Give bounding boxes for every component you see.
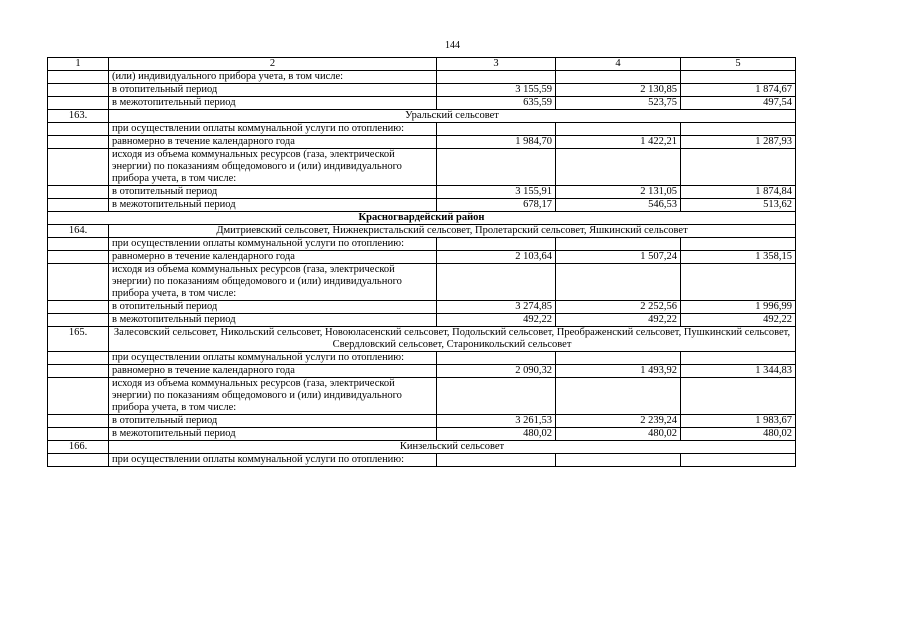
- value-cell: [681, 454, 796, 467]
- row-label: равномерно в течение календарного года: [109, 136, 437, 149]
- row-label: исходя из объема коммунальных ресурсов (газа, электрической энергии) по показаниям общедомового и (или) индивидуального прибора учета, в том числе:: [109, 149, 437, 186]
- value-cell: 1 983,67: [681, 415, 796, 428]
- table-row-text: [48, 378, 796, 415]
- table-row-values: [48, 186, 796, 199]
- table-row-place: [48, 441, 796, 454]
- row-label: исходя из объема коммунальных ресурсов (газа, электрической энергии) по показаниям общедомового и (или) индивидуального прибора учета, в том числе:: [109, 378, 437, 415]
- value-cell: 1 874,67: [681, 84, 796, 97]
- value-cell: 2 239,24: [556, 415, 681, 428]
- settlement-name: Кинзельский сельсовет: [109, 441, 796, 454]
- value-cell: 1 874,84: [681, 186, 796, 199]
- table-row-values: [48, 415, 796, 428]
- number-cell: [48, 251, 109, 264]
- district-heading: Красногвардейский район: [48, 212, 796, 225]
- number-cell: [48, 428, 109, 441]
- value-cell: [681, 149, 796, 186]
- tariff-table: [47, 57, 796, 467]
- row-label: в межотопительный период: [109, 428, 437, 441]
- value-cell: 523,75: [556, 97, 681, 110]
- value-cell: 1 984,70: [437, 136, 556, 149]
- row-label: равномерно в течение календарного года: [109, 251, 437, 264]
- number-cell: [48, 71, 109, 84]
- row-label: в межотопительный период: [109, 199, 437, 212]
- item-number: 163.: [48, 110, 109, 123]
- number-cell: [48, 415, 109, 428]
- settlement-name: Уральский сельсовет: [109, 110, 796, 123]
- number-cell: [48, 365, 109, 378]
- number-cell: [48, 136, 109, 149]
- value-cell: 3 155,91: [437, 186, 556, 199]
- value-cell: [556, 264, 681, 301]
- number-cell: [48, 199, 109, 212]
- value-cell: 1 422,21: [556, 136, 681, 149]
- value-cell: 3 155,59: [437, 84, 556, 97]
- row-label: при осуществлении оплаты коммунальной услуги по отоплению:: [109, 238, 437, 251]
- value-cell: 1 996,99: [681, 301, 796, 314]
- table-row-place: [48, 110, 796, 123]
- value-cell: 3 261,53: [437, 415, 556, 428]
- value-cell: [437, 123, 556, 136]
- value-cell: [556, 352, 681, 365]
- table-row-place: [48, 327, 796, 352]
- row-label: в отопительный период: [109, 84, 437, 97]
- value-cell: [681, 264, 796, 301]
- value-cell: 2 090,32: [437, 365, 556, 378]
- column-header: 4: [556, 58, 681, 71]
- value-cell: 2 103,64: [437, 251, 556, 264]
- number-cell: [48, 97, 109, 110]
- value-cell: 497,54: [681, 97, 796, 110]
- column-header: 2: [109, 58, 437, 71]
- table-row-text: [48, 352, 796, 365]
- value-cell: 2 130,85: [556, 84, 681, 97]
- table-row-values: [48, 301, 796, 314]
- table-row-values: [48, 251, 796, 264]
- value-cell: [556, 238, 681, 251]
- row-label: в межотопительный период: [109, 314, 437, 327]
- settlement-name: Залесовский сельсовет, Никольский сельсовет, Новоюласенский сельсовет, Подольский сельсовет, Преображенский сельсовет, Пушкинский сельсовет, Свердловский сельсовет, Староникольский сельсовет: [109, 327, 796, 352]
- column-header: 3: [437, 58, 556, 71]
- table-row-district: [48, 212, 796, 225]
- row-label: при осуществлении оплаты коммунальной услуги по отоплению:: [109, 352, 437, 365]
- column-header: 5: [681, 58, 796, 71]
- table-row-text: [48, 238, 796, 251]
- value-cell: 513,62: [681, 199, 796, 212]
- number-cell: [48, 314, 109, 327]
- value-cell: 635,59: [437, 97, 556, 110]
- value-cell: 678,17: [437, 199, 556, 212]
- value-cell: [681, 238, 796, 251]
- value-cell: 492,22: [437, 314, 556, 327]
- table-row-values: [48, 97, 796, 110]
- table-row-values: [48, 136, 796, 149]
- value-cell: [437, 352, 556, 365]
- value-cell: [556, 149, 681, 186]
- column-header: 1: [48, 58, 109, 71]
- value-cell: [437, 264, 556, 301]
- number-cell: [48, 454, 109, 467]
- number-cell: [48, 352, 109, 365]
- item-number: 164.: [48, 225, 109, 238]
- row-label: в межотопительный период: [109, 97, 437, 110]
- value-cell: 480,02: [681, 428, 796, 441]
- table-row-values: [48, 428, 796, 441]
- table-row-text: [48, 264, 796, 301]
- table-body: [48, 71, 796, 467]
- value-cell: 2 252,56: [556, 301, 681, 314]
- value-cell: 480,02: [437, 428, 556, 441]
- value-cell: [556, 454, 681, 467]
- row-label: в отопительный период: [109, 186, 437, 199]
- value-cell: [556, 378, 681, 415]
- item-number: 165.: [48, 327, 109, 352]
- number-cell: [48, 238, 109, 251]
- row-label: при осуществлении оплаты коммунальной услуги по отоплению:: [109, 454, 437, 467]
- value-cell: 1 344,83: [681, 365, 796, 378]
- table-row-text: [48, 149, 796, 186]
- row-label: при осуществлении оплаты коммунальной услуги по отоплению:: [109, 123, 437, 136]
- number-cell: [48, 84, 109, 97]
- number-cell: [48, 378, 109, 415]
- value-cell: 492,22: [681, 314, 796, 327]
- row-label: в отопительный период: [109, 301, 437, 314]
- value-cell: [556, 123, 681, 136]
- number-cell: [48, 264, 109, 301]
- item-number: 166.: [48, 441, 109, 454]
- row-label: (или) индивидуального прибора учета, в том числе:: [109, 71, 437, 84]
- value-cell: [681, 71, 796, 84]
- value-cell: [556, 71, 681, 84]
- value-cell: 1 358,15: [681, 251, 796, 264]
- table-row-place: [48, 225, 796, 238]
- value-cell: [681, 352, 796, 365]
- value-cell: [681, 378, 796, 415]
- value-cell: 546,53: [556, 199, 681, 212]
- value-cell: 492,22: [556, 314, 681, 327]
- value-cell: 2 131,05: [556, 186, 681, 199]
- value-cell: 3 274,85: [437, 301, 556, 314]
- table-row-values: [48, 84, 796, 97]
- number-cell: [48, 301, 109, 314]
- value-cell: 1 287,93: [681, 136, 796, 149]
- table-row-text: [48, 123, 796, 136]
- value-cell: [437, 238, 556, 251]
- value-cell: 1 507,24: [556, 251, 681, 264]
- number-cell: [48, 123, 109, 136]
- value-cell: [437, 149, 556, 186]
- value-cell: [437, 378, 556, 415]
- number-cell: [48, 186, 109, 199]
- value-cell: [437, 454, 556, 467]
- row-label: в отопительный период: [109, 415, 437, 428]
- table-row-text: [48, 454, 796, 467]
- table-row-text: [48, 71, 796, 84]
- table-row-values: [48, 199, 796, 212]
- table-row-values: [48, 314, 796, 327]
- row-label: равномерно в течение календарного года: [109, 365, 437, 378]
- value-cell: [437, 71, 556, 84]
- value-cell: 480,02: [556, 428, 681, 441]
- page-number: 144: [445, 40, 460, 51]
- table-header-row: [48, 58, 796, 71]
- row-label: исходя из объема коммунальных ресурсов (газа, электрической энергии) по показаниям общедомового и (или) индивидуального прибора учета, в том числе:: [109, 264, 437, 301]
- value-cell: 1 493,92: [556, 365, 681, 378]
- value-cell: [681, 123, 796, 136]
- table-row-values: [48, 365, 796, 378]
- settlement-name: Дмитриевский сельсовет, Нижнекристальский сельсовет, Пролетарский сельсовет, Яшкинский сельсовет: [109, 225, 796, 238]
- number-cell: [48, 149, 109, 186]
